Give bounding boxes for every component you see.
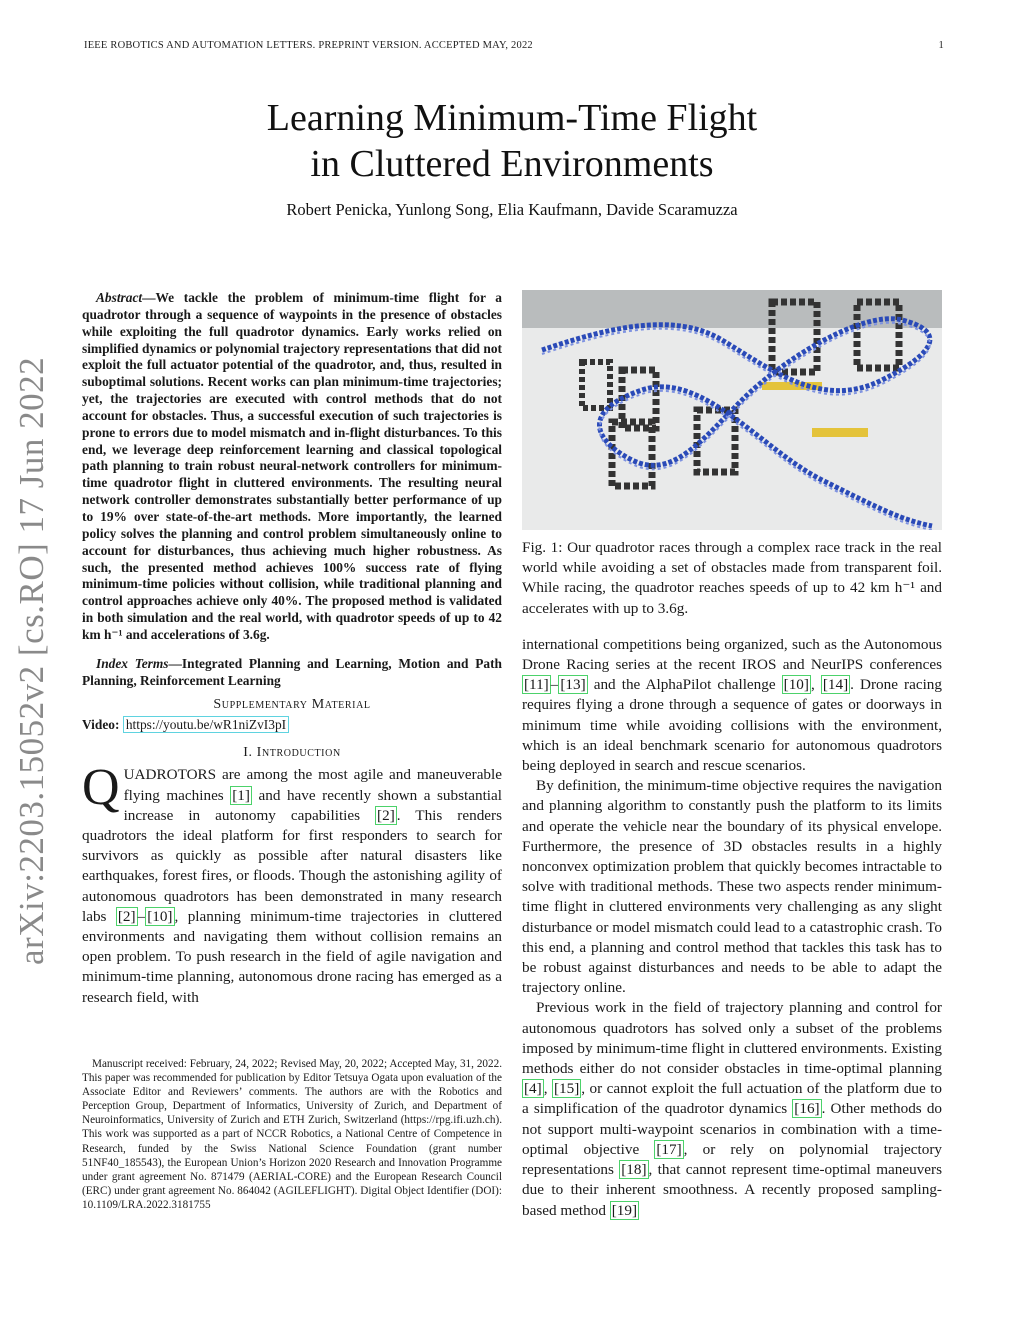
right-paragraph-1: [522, 635, 942, 776]
race-track-illustration: [522, 290, 942, 530]
intro-text-d: –: [137, 907, 146, 925]
citation-link[interactable]: [14]: [822, 676, 849, 694]
right-column: [522, 290, 942, 1221]
citation-link[interactable]: [2]: [377, 806, 395, 824]
citation-link[interactable]: [11]: [524, 676, 549, 694]
yellow-obstacle-2: [812, 428, 868, 437]
rc-text: ,: [810, 676, 821, 694]
paper-title: [112, 95, 912, 187]
back-wall: [522, 290, 942, 328]
citation-link[interactable]: [19]: [611, 1201, 638, 1219]
citation-link[interactable]: [2]: [117, 907, 136, 925]
citation-link[interactable]: [16]: [794, 1100, 820, 1118]
abstract-text: We tackle the problem of minimum-time flight for a quadrotor through a sequence of waypoints in the presence of obstacles while exploiting the full quadrotor dynamics. Early works relied on simplified dynamics or polynomial trajectory representations that did not exploit the full actuator potential of the quadrotor, and, thus, resulted in suboptimal solutions. Recent works can plan minimum-time trajectories; yet, the trajectories are executed with control methods that do not account for obstacles. Thus, a successful execution of such trajectories is prone to errors due to model mismatch and in-flight disturbances. To this end, we leverage deep reinforcement learning and classical topological path planning to train robust neural-network controllers for minimum-time quadrotor flight in cluttered environments. The resulting neural network controller demonstrates substantially better performance of up to 19% over state-of-the-art methods. More importantly, the learned policy solves the planning and control problem simultaneously online to account for disturbances, thus achieving much higher robustness. As such, the presented method achieves 100% success rate of flying minimum-time policies without collision, while traditional planning and control approaches achieve only 40%. The proposed method is validated in both simulation and the real world, with quadrotor speeds of up to 42 km h⁻¹ and accelerations of 3.6g.: [82, 290, 502, 642]
right-paragraph-3: [522, 998, 942, 1220]
abstract-label: Abstract: [96, 290, 143, 305]
rc-text: , that cannot represent time-optimal maneuvers due to their inherent smoothness. A recently proposed sampling-based method: [522, 1161, 942, 1219]
author-list: Robert Penicka, Yunlong Song, Elia Kaufmann, Davide Scaramuzza: [286, 200, 738, 219]
video-link[interactable]: https://youtu.be/wR1niZvI3pI: [123, 716, 289, 733]
index-terms-dash: —: [168, 655, 182, 671]
page-number: 1: [938, 40, 944, 51]
citation-link[interactable]: [18]: [621, 1161, 647, 1179]
rc-text: , or rely on polynomial trajectory representations: [522, 1140, 942, 1179]
rc-text: Previous work in the field of trajectory planning and control for autonomous quadrotors has solved only a subset of the problems imposed by minimum-time flight in cluttered environments. Existing methods either do not consider obstacles in time-optimal planning: [522, 999, 942, 1078]
rc-text: international competitions being organized, such as the Autonomous Drone Racing series at the recent IROS and NeurIPS conferences: [522, 635, 942, 674]
rc-text: –: [550, 676, 559, 694]
intro-text-b: and have recently shown a substantial increase in autonomy capabilities: [123, 786, 502, 824]
arxiv-identifier: arXiv:2203.15052v2 [cs.RO] 17 Jun 2022: [12, 356, 51, 965]
citation-link[interactable]: [17]: [656, 1140, 682, 1158]
figure-caption: Fig. 1: Our quadrotor races through a complex race track in the real world while avoiding a set of obstacles made from transparent foil. While racing, the quadrotor reaches speeds of up to 42 km h⁻¹ and accelerates with up to 3.6g.: [522, 539, 942, 617]
running-head-text: IEEE ROBOTICS AND AUTOMATION LETTERS. PREPRINT VERSION. ACCEPTED MAY, 2022: [84, 40, 533, 51]
left-column: [82, 290, 502, 1008]
citation-link[interactable]: [1]: [232, 786, 250, 804]
title-line-2: in Cluttered Environments: [310, 143, 714, 185]
abstract: [82, 290, 502, 644]
title-line-1: Learning Minimum-Time Flight: [266, 97, 758, 139]
intro-text-e: , planning minimum-time trajectories in cluttered environments and navigating them without collision remains an open problem. To push research in the field of agile navigation and minimum-time planning, autonomous drone racing has emerged as a research field, with: [82, 907, 502, 1006]
dropcap-letter: Q: [82, 759, 120, 817]
video-label: Video:: [82, 717, 120, 733]
intro-paragraph: [82, 759, 502, 1007]
manuscript-footnote: Manuscript received: February, 24, 2022; Revised May, 20, 2022; Accepted May, 31, 2022. This paper was recommended for publication by Editor Tetsuya Ogata upon evaluation of the Associate Editor and Reviewers’ comments. The authors are with the Robotics and Perception Group, Department of Informatics, University of Zurich, and Department of Neuroinformatics, University of Zurich and ETH Zurich, Switzerland (https://rpg.ifi.uzh.ch). This work was supported as a part of NCCR Robotics, a National Centre of Competence in Research, funded by the Swiss National Science Foundation (grant number 51NF40_185543), the European Union’s Horizon 2020 Research and Innovation Programme under grant agreement No. 871479 (AERIAL-CORE) and the European Research Council (ERC) under grant agreement No. 864042 (AGILEFLIGHT). Digital Object Identifier (DOI): 10.1109/LRA.2022.3181755: [82, 1058, 502, 1211]
right-paragraph-2: By definition, the minimum-time objective requires the navigation and planning algorithm to constantly push the platform to its limits and operate the vehicle near the boundary of its physical envelope. Furthermore, the presence of 3D obstacles results in a highly nonconvex optimization problem that quickly becomes intractable to solve with traditional methods. These two aspects render minimum-time flight in cluttered environments very challenging as any slight disturbance or model mismatch could lead to a catastrophic crash. To this end, a planning and control method that tackles this task has to be robust against disturbances and needs to be able to adapt the trajectory online.: [522, 777, 942, 997]
introduction-heading: I. Introduction: [243, 745, 341, 761]
citation-link[interactable]: [13]: [560, 676, 586, 694]
intro-text-c: . This renders quadrotors the ideal platform for first responders to search for survivors as quickly as possible after natural disasters like earthquakes, forest fires, or floods. Though the astonishing agility of autonomous quadrotors has been demonstrated in many research labs: [82, 806, 502, 925]
index-terms-text: Integrated Planning and Learning, Motion and Path Planning, Reinforcement Learning: [82, 655, 502, 688]
rc-text: ,: [543, 1080, 552, 1098]
rc-text: . Other methods do not support multi-waypoint scenarios in combination with a time-optimal objective: [522, 1100, 943, 1158]
supplementary-heading: Supplementary Material: [213, 697, 371, 713]
rc-text: and the AlphaPilot challenge: [587, 676, 782, 694]
video-line: [82, 717, 502, 733]
citation-link[interactable]: [10]: [783, 676, 809, 694]
index-terms-label: Index Terms: [96, 655, 169, 671]
running-head: [84, 40, 944, 51]
index-terms: [82, 656, 502, 690]
rc-text: . Drone racing requires flying a drone through a sequence of gates or doorways in minimum time while avoiding collisions with the environment, which is an ideal benchmark scenario for autonomous quadrotors being deployed in search and rescue scenarios.: [522, 676, 942, 775]
citation-link[interactable]: [4]: [524, 1080, 542, 1098]
rc-text: , or cannot exploit the full actuation of the platform due to a simplification of the quadrotor dynamics: [522, 1080, 943, 1118]
citation-link[interactable]: [15]: [553, 1080, 580, 1098]
abstract-dash: —: [142, 290, 156, 305]
citation-link[interactable]: [10]: [147, 907, 173, 925]
intro-text-a: UADROTORS are among the most agile and maneuverable flying machines: [123, 766, 502, 804]
race-track-photo: [522, 290, 942, 530]
